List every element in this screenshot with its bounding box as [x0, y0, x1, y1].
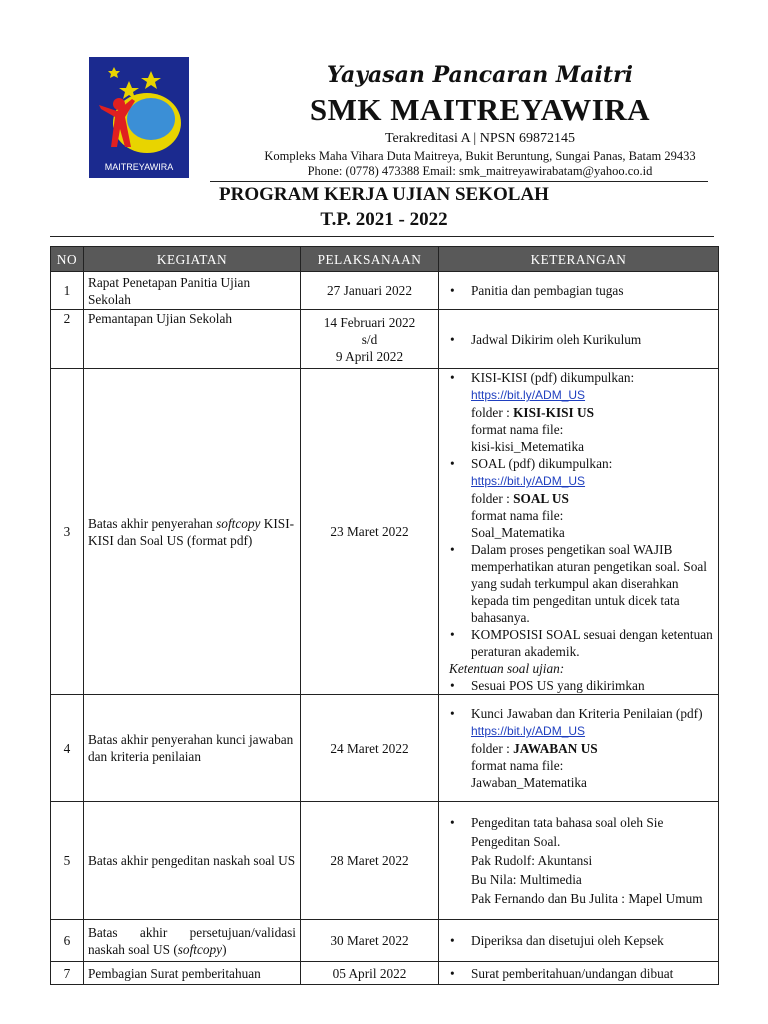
row-pelaksanaan: 24 Maret 2022 [301, 695, 439, 802]
list-item: • SOAL (pdf) dikumpulkan: [443, 455, 714, 472]
list-item: • KISI-KISI (pdf) dikumpulkan: [443, 369, 714, 386]
list-item: • Jadwal Dikirim oleh Kurikulum [443, 331, 714, 348]
header-keterangan: KETERANGAN [439, 247, 719, 272]
kegiatan-text: Batas akhir penyerahan [88, 515, 217, 531]
row-pelaksanaan: 28 Maret 2022 [301, 802, 439, 920]
editor-entry: Pak Fernando dan Bu Julita : Mapel Umum [471, 891, 703, 906]
row-pelaksanaan: 05 April 2022 [301, 962, 439, 985]
table-header-row [51, 247, 719, 272]
upload-link[interactable]: https://bit.ly/ADM_US [471, 474, 586, 488]
row-kegiatan: Pemantapan Ujian Sekolah [84, 310, 301, 369]
folder-name: KISI-KISI US [513, 405, 595, 420]
upload-link[interactable]: https://bit.ly/ADM_US [471, 724, 586, 738]
row-keterangan [439, 369, 719, 695]
upload-link[interactable]: https://bit.ly/ADM_US [471, 388, 586, 402]
date-separator: s/d [361, 331, 378, 347]
folder-label: folder : [471, 741, 514, 756]
logo-text: MAITREYAWIRA [104, 162, 174, 172]
folder-label: folder : [471, 491, 514, 506]
table-row [51, 310, 719, 369]
row-pelaksanaan [301, 310, 439, 369]
header-pelaksanaan: PELAKSANAAN [301, 247, 439, 272]
format-label: format nama file: [471, 508, 564, 523]
table-row [51, 920, 719, 962]
editor-entry: Bu Nila: Multimedia [471, 872, 582, 887]
row-kegiatan [84, 369, 301, 695]
folder-label: folder : [471, 405, 514, 420]
date-start: 14 Februari 2022 [323, 314, 416, 330]
file-name: Soal_Matematika [471, 525, 565, 540]
row-kegiatan: Rapat Penetapan Panitia Ujian Sekolah [84, 272, 301, 310]
list-item: • Dalam proses pengetikan soal WAJIB memperhatikan aturan pengetikan soal. Soal yang sudah terkumpul akan diserahkan kepada tim pengeditan untuk dicek tata bahasanya. [443, 541, 714, 626]
contact-info: Phone: (0778) 473388 Email: smk_maitreyawirabatam@yahoo.co.id [307, 164, 653, 178]
table-row [51, 802, 719, 920]
header-kegiatan: KEGIATAN [84, 247, 301, 272]
table-row [51, 695, 719, 802]
row-keterangan [439, 920, 719, 962]
date-end: 9 April 2022 [335, 348, 404, 364]
table-row [51, 272, 719, 310]
file-name: Jawaban_Matematika [471, 775, 587, 790]
row-keterangan [439, 802, 719, 920]
foundation-name: Yayasan Pancaran Maitri [326, 62, 633, 88]
row-number: 3 [51, 369, 84, 695]
table-row [51, 369, 719, 695]
list-item: • Kunci Jawaban dan Kriteria Penilaian (pdf) [443, 705, 714, 722]
row-kegiatan: Batas akhir pengeditan naskah soal US [84, 802, 301, 920]
list-item: • Sesuai POS US yang dikirimkan [443, 677, 714, 694]
folder-name: SOAL US [513, 491, 569, 506]
row-number: 2 [51, 310, 84, 369]
header-divider [210, 181, 708, 182]
school-logo [89, 57, 189, 178]
row-pelaksanaan: 30 Maret 2022 [301, 920, 439, 962]
row-keterangan [439, 272, 719, 310]
address: Kompleks Maha Vihara Duta Maitreya, Bukit Beruntung, Sungai Panas, Batam 29433 [264, 149, 696, 163]
ketentuan-label: Ketentuan soal ujian: [449, 661, 565, 676]
row-number: 1 [51, 272, 84, 310]
document-title: PROGRAM KERJA UJIAN SEKOLAH [219, 184, 549, 205]
kegiatan-italic: softcopy [216, 515, 261, 531]
accreditation: Terakreditasi A | NPSN 69872145 [384, 131, 576, 146]
kegiatan-italic: softcopy [177, 941, 223, 957]
row-keterangan [439, 962, 719, 985]
row-number: 4 [51, 695, 84, 802]
folder-name: JAWABAN US [513, 741, 598, 756]
row-kegiatan: Batas akhir penyerahan kunci jawaban dan kriteria penilaian [84, 695, 301, 802]
row-number: 7 [51, 962, 84, 985]
table-row [51, 962, 719, 985]
title-divider [50, 236, 714, 237]
kegiatan-text: Batas akhir persetujuan/validasi naskah soal US ( [88, 924, 296, 957]
school-name: SMK MAITREYAWIRA [309, 92, 651, 127]
row-keterangan [439, 695, 719, 802]
list-item: • Pengeditan tata bahasa soal oleh Sie Pengeditan Soal. [443, 813, 714, 851]
row-keterangan [439, 310, 719, 369]
format-label: format nama file: [471, 758, 564, 773]
row-kegiatan: Pembagian Surat pemberitahuan [84, 962, 301, 985]
row-number: 6 [51, 920, 84, 962]
row-kegiatan [84, 920, 301, 962]
row-number: 5 [51, 802, 84, 920]
list-item: • KOMPOSISI SOAL sesuai dengan ketentuan peraturan akademik. [443, 626, 714, 660]
row-pelaksanaan: 27 Januari 2022 [301, 272, 439, 310]
editor-entry: Pak Rudolf: Akuntansi [471, 853, 593, 868]
list-item: • Surat pemberitahuan/undangan dibuat [443, 965, 714, 982]
row-pelaksanaan: 23 Maret 2022 [301, 369, 439, 695]
kegiatan-text: ) [222, 941, 227, 957]
list-item: • Panitia dan pembagian tugas [443, 282, 714, 299]
format-label: format nama file: [471, 422, 564, 437]
header-no: NO [51, 247, 84, 272]
file-name: kisi-kisi_Metematika [471, 439, 585, 454]
program-table [50, 246, 719, 985]
kegiatan-text: KISI-KISI dan Soal US (format pdf) [88, 515, 295, 548]
document-year: T.P. 2021 - 2022 [320, 209, 448, 230]
list-item: • Diperiksa dan disetujui oleh Kepsek [443, 932, 714, 949]
